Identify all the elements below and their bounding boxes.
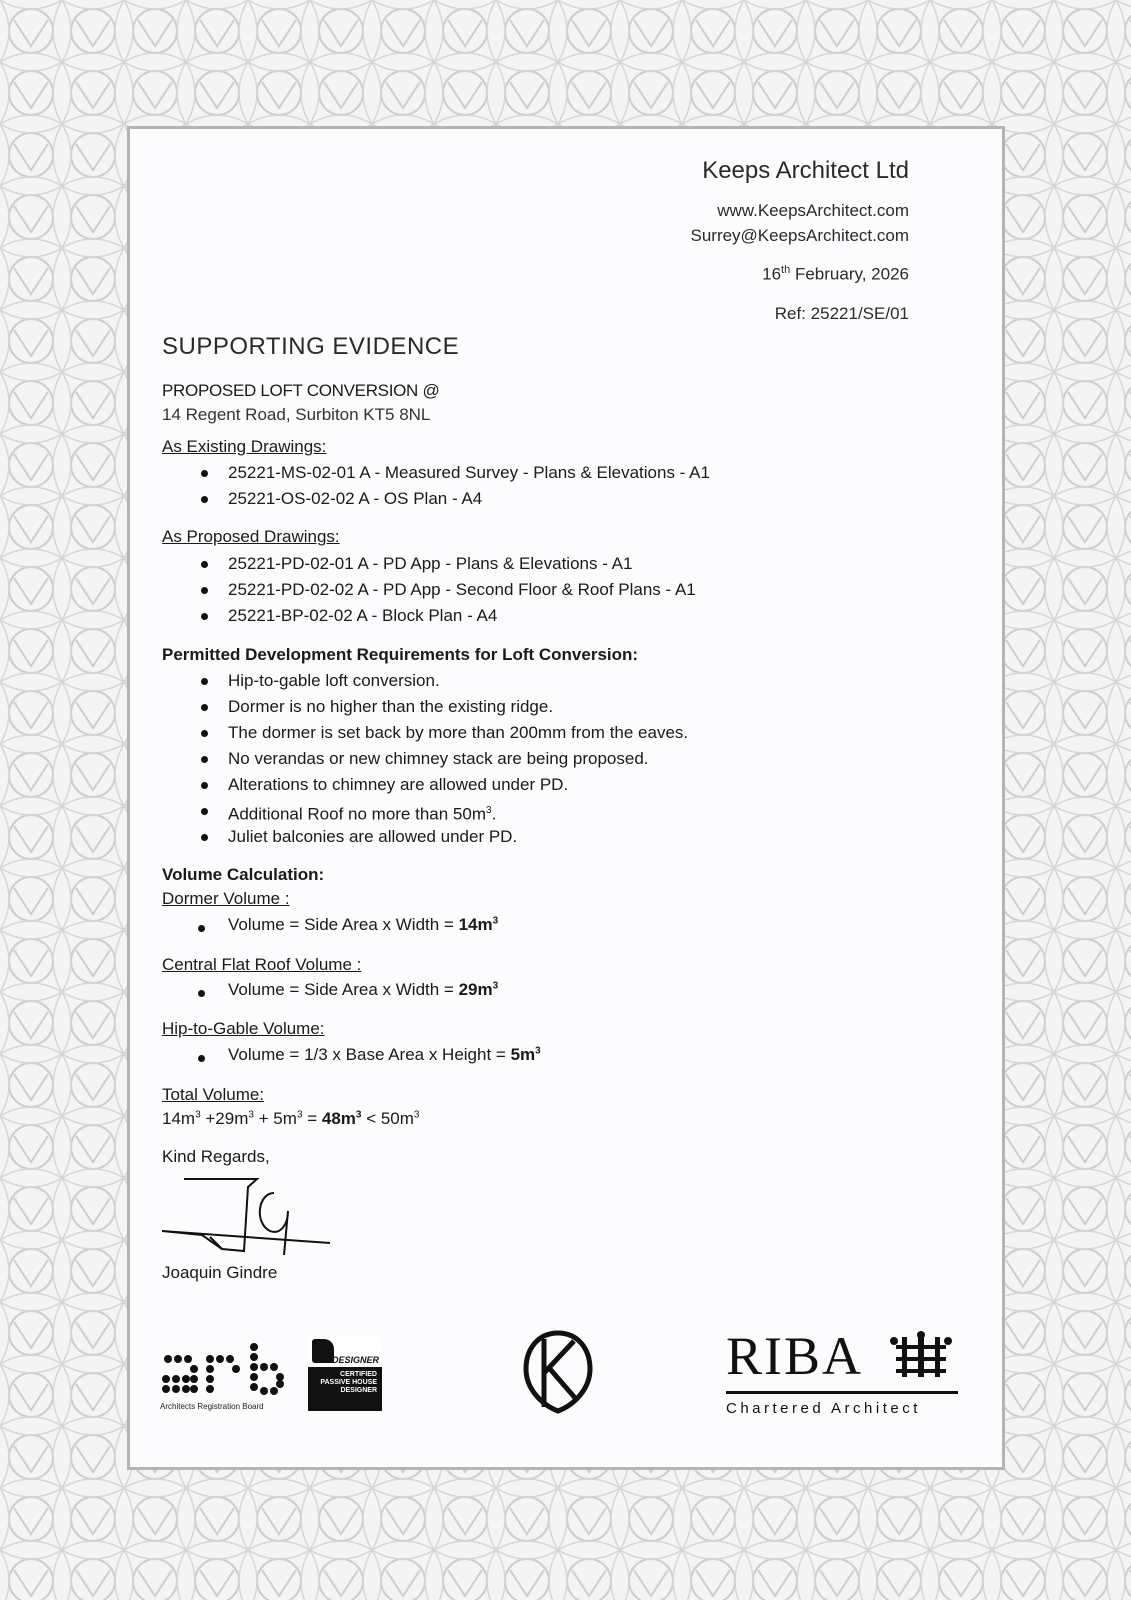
letter-reference: Ref: 25221/SE/01 bbox=[774, 304, 909, 323]
proposed-drawings-heading: As Proposed Drawings: bbox=[162, 527, 340, 546]
riba-subtitle: Chartered Architect bbox=[726, 1400, 921, 1417]
riba-rule bbox=[726, 1391, 958, 1394]
existing-drawings-list bbox=[190, 460, 710, 512]
hip-volume-heading: Hip-to-Gable Volume: bbox=[162, 1019, 325, 1038]
riba-logo: RIBA Chartered Architect bbox=[726, 1329, 958, 1419]
signature-image bbox=[162, 1173, 332, 1263]
company-website: www.KeepsArchitect.com bbox=[717, 201, 909, 220]
total-volume-heading: Total Volume: bbox=[162, 1085, 265, 1104]
list-item: Additional Roof no more than $50m^3$. bbox=[190, 798, 688, 824]
hip-volume-formula: Volume = 1/3 x Base Area x Height = $5m^3$ bbox=[190, 1045, 541, 1065]
dormer-volume-heading: Dormer Volume : bbox=[162, 889, 290, 908]
volume-heading: Volume Calculation: bbox=[162, 865, 325, 884]
list-item: No verandas or new chimney stack are being proposed. bbox=[190, 746, 688, 772]
passive-house-logo: DESIGNER CERTIFIED PASSIVE HOUSE DESIGNER bbox=[308, 1337, 382, 1411]
flat-roof-volume-heading: Central Flat Roof Volume : bbox=[162, 955, 362, 974]
keeps-architect-logo bbox=[520, 1329, 596, 1415]
list-item: 25221-BP-02-02 A - Block Plan - A4 bbox=[190, 603, 696, 629]
list-item: 25221-MS-02-01 A - Measured Survey - Plans & Elevations - A1 bbox=[190, 460, 710, 486]
arb-logo bbox=[160, 1339, 290, 1419]
requirements-heading: Permitted Development Requirements for Loft Conversion: bbox=[162, 645, 639, 664]
signer-name: Joaquin Gindre bbox=[162, 1263, 278, 1282]
list-item: The dormer is set back by more than 200mm from the eaves. bbox=[190, 720, 688, 746]
list-item: 25221-PD-02-01 A - PD App - Plans & Elevations - A1 bbox=[190, 551, 696, 577]
page-title: SUPPORTING EVIDENCE bbox=[162, 333, 460, 360]
list-item: Juliet balconies are allowed under PD. bbox=[190, 824, 688, 850]
total-volume-calculation: $14m^3 +29m^3 + 5m^3 = 48m^3 < 50m^3$ bbox=[162, 1109, 420, 1128]
project-name: PROPOSED LOFT CONVERSION @ bbox=[162, 381, 440, 400]
company-email: Surrey@KeepsArchitect.com bbox=[690, 226, 909, 245]
letter-page bbox=[127, 126, 1005, 1470]
list-item: Alterations to chimney are allowed under PD. bbox=[190, 772, 688, 798]
dormer-volume-formula: Volume = Side Area x Width = $14m^3$ bbox=[190, 915, 498, 935]
list-item: 25221-OS-02-02 A - OS Plan - A4 bbox=[190, 486, 710, 512]
requirements-list bbox=[190, 668, 688, 850]
list-item: Dormer is no higher than the existing ridge. bbox=[190, 694, 688, 720]
flat-roof-volume-formula: Volume = Side Area x Width = $29m^3$ bbox=[190, 980, 498, 1000]
existing-drawings-heading: As Existing Drawings: bbox=[162, 437, 327, 456]
arb-caption: Architects Registration Board bbox=[160, 1402, 264, 1411]
proposed-drawings-list bbox=[190, 551, 696, 629]
company-name: Keeps Architect Ltd bbox=[702, 157, 909, 184]
project-address: 14 Regent Road, Surbiton KT5 8NL bbox=[162, 405, 431, 424]
letter-date: 16th February, 2026 bbox=[762, 264, 909, 284]
list-item: 25221-PD-02-02 A - PD App - Second Floor & Roof Plans - A1 bbox=[190, 577, 696, 603]
list-item: Hip-to-gable loft conversion. bbox=[190, 668, 688, 694]
riba-crest-icon bbox=[888, 1331, 954, 1379]
passive-house-icon bbox=[312, 1339, 334, 1363]
closing-regards: Kind Regards, bbox=[162, 1147, 270, 1166]
